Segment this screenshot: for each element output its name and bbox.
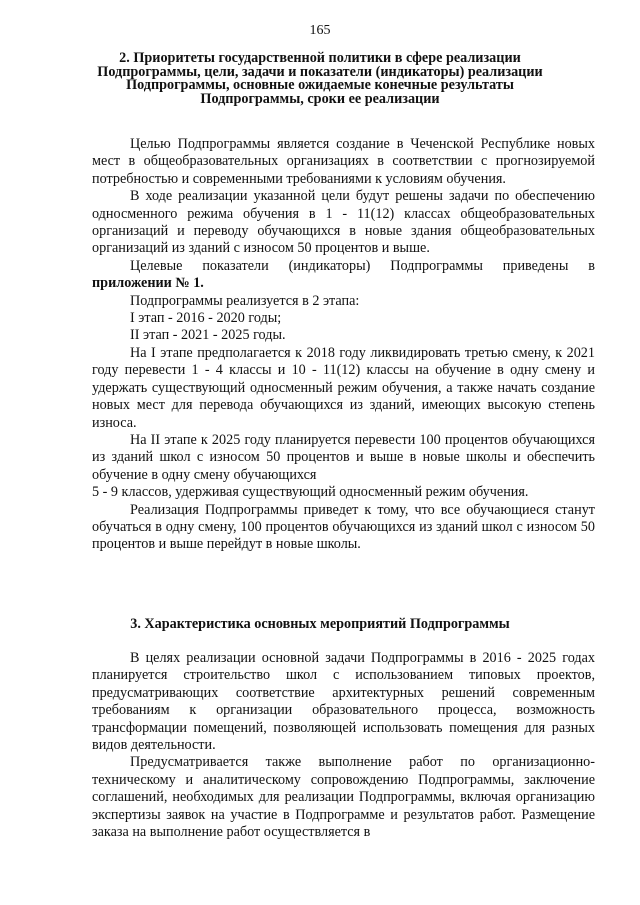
section-2-body (92, 136, 595, 554)
section-3-body (92, 650, 595, 841)
paragraph-indicators (92, 258, 595, 293)
section-2-heading (92, 52, 548, 106)
paragraph: Подпрограммы реализуется в 2 этапа: (130, 292, 360, 309)
stage-2-line: II этап - 2021 - 2025 годы. (130, 327, 286, 344)
paragraph: Реализация Подпрограммы приведет к тому, что все обучающиеся станут обучаться в одну смену, 100 процентов обучающихся из зданий школ с износом 50 процентов и выше перейдут в новые школы. (92, 501, 595, 553)
page-number: 165 (309, 23, 331, 38)
section-2-heading-line-4: Подпрограммы, сроки ее реализации (200, 90, 440, 107)
stage-1-line: I этап - 2016 - 2020 годы; (130, 310, 282, 327)
section-2-heading-line-3: Подпрограммы, основные ожидаемые конечные результаты (126, 77, 514, 94)
section-3-heading: 3. Характеристика основных мероприятий Подпрограммы (130, 616, 510, 632)
section-2-heading-line-1: 2. Приоритеты государственной политики в сфере реализации (119, 50, 521, 66)
paragraph: На II этапе к 2025 году планируется перевести 100 процентов обучающихся из зданий школ с износом 50 процентов и выше в новые школы и обеспечить обучение в одну смену обучающихся (92, 431, 595, 483)
paragraph: На I этапе предполагается к 2018 году ликвидировать третью смену, к 2021 году перевести 1 - 4 классы и 10 - 11(12) классы на обучение в одну смену и удержать существующий односменный режим обучения, а также начать создание новых мест для перевода обучающихся из зданий, имеющих высокую степень износа. (92, 344, 595, 431)
paragraph: В целях реализации основной задачи Подпрограммы в 2016 - 2025 годах планируется строительство школ с использованием типовых проектов, предусматривающих соответствие архитектурных решений современным требованиям к организации образовательного процесса, возможность трансформации помещений, позволяющей использовать помещения для разных видов деятельности. (92, 650, 595, 754)
section-2-heading-line-2: Подпрограммы, цели, задачи и показатели (индикаторы) реализации (97, 63, 543, 80)
paragraph: 5 - 9 классов, удерживая существующий односменный режим обучения. (92, 484, 529, 501)
paragraph: Целью Подпрограммы является создание в Чеченской Республике новых мест в общеобразовательных организациях в соответствии с прогнозируемой потребностью и современными требованиями к условиям обучения. (92, 136, 595, 187)
paragraph: В ходе реализации указанной цели будут решены задачи по обеспечению односменного режима обучения в 1 - 11(12) классах общеобразовательных организаций и переводу обучающихся в новые здания общеобразовательных организаций из зданий с износом 50 процентов и выше. (92, 188, 595, 257)
appendix-reference: приложении № 1. (92, 275, 204, 292)
paragraph: Предусматривается также выполнение работ по организационно-техническому и аналитическому сопровождению Подпрограммы, заключение соглашений, необходимых для реализации Подпрограммы, включая организацию экспертизы заявок на участие в Подпрограмме и результатов работ. Размещение заказа на выполнение работ осуществляется в (92, 754, 595, 841)
paragraph-text: Целевые показатели (индикаторы) Подпрограммы приведены в (130, 257, 595, 274)
